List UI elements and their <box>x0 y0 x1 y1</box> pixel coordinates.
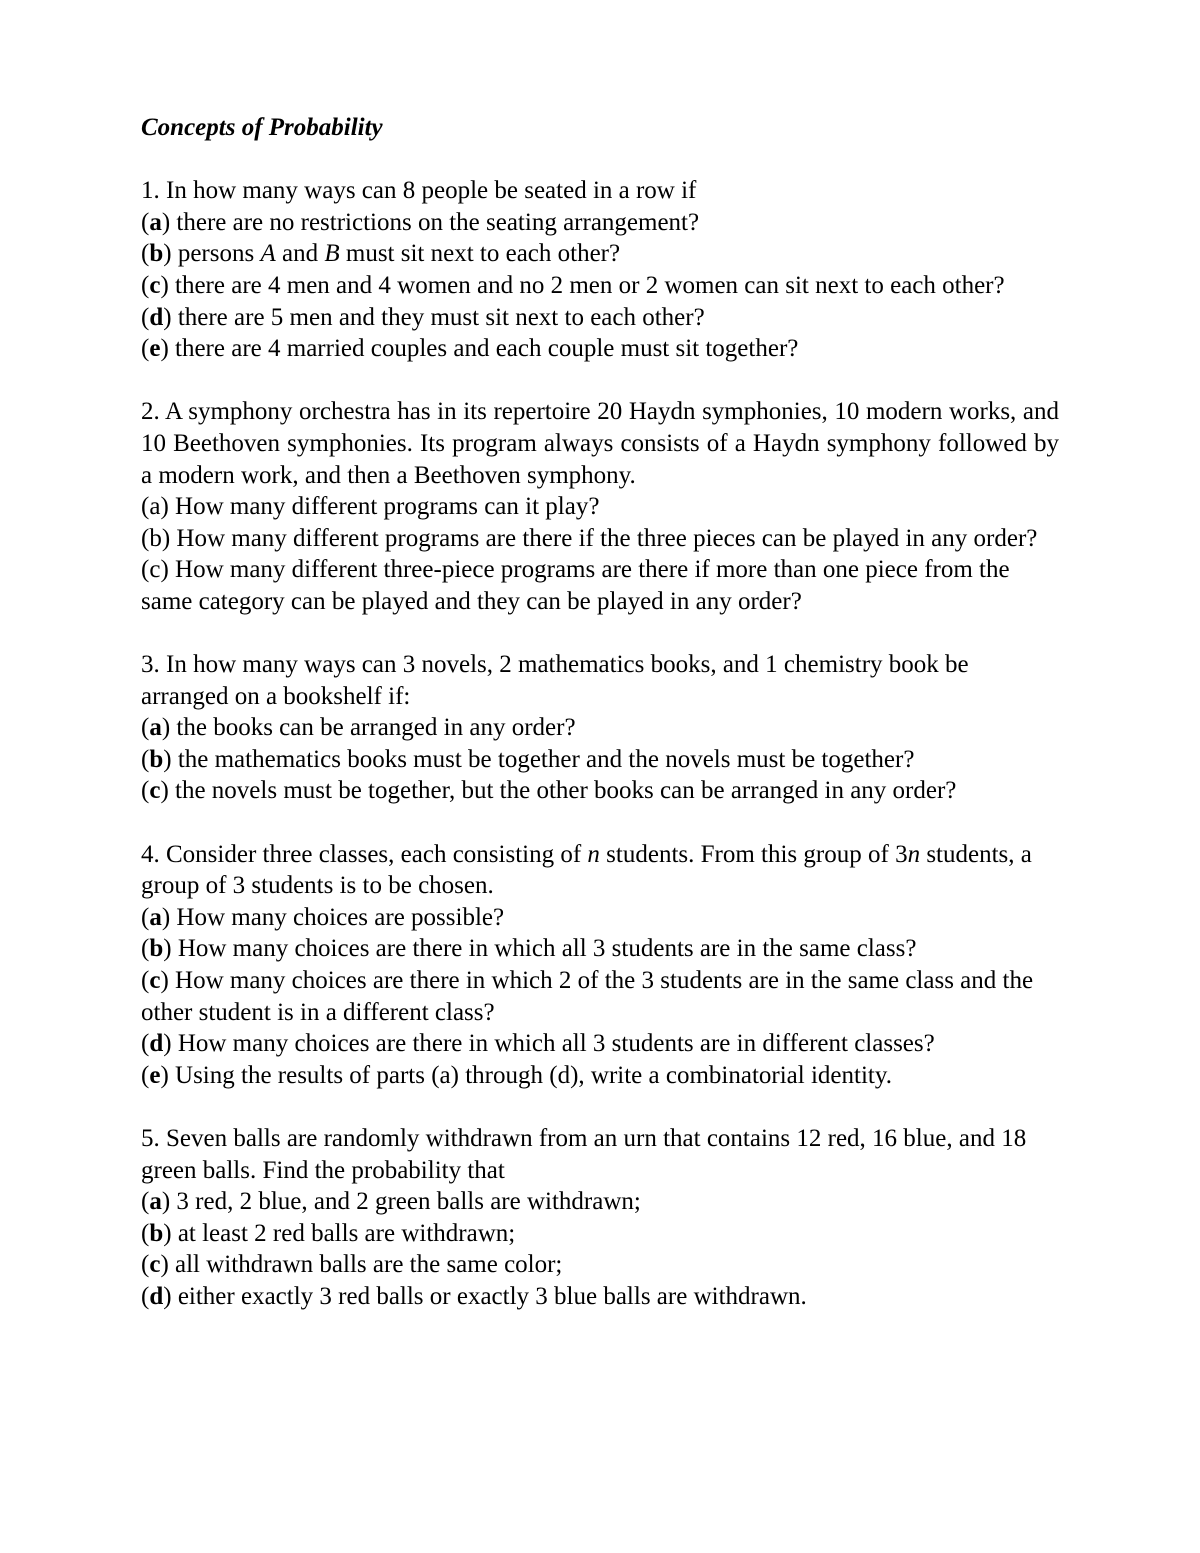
document-title: Concepts of Probability <box>141 114 383 141</box>
problem-part: (c) all withdrawn balls are the same color; <box>141 1251 563 1279</box>
part-text: there are 5 men and they must sit next to each other? <box>177 303 705 331</box>
problem-stem <box>141 1123 1059 1186</box>
part-label: b <box>149 524 162 552</box>
part-text: How many choices are there in which all 3 students are in different classes? <box>177 1030 935 1058</box>
document-page <box>141 112 1059 1344</box>
problem-part: (c) there are 4 men and 4 women and no 2 men or 2 women can sit next to each other? <box>141 271 1005 299</box>
part-label: d <box>149 303 164 331</box>
problem-4 <box>141 839 1059 1092</box>
stem-text-pre: Consider three classes, each consisting of <box>166 840 588 868</box>
stem-text: A symphony orchestra has in its repertoire 20 Haydn symphonies, 10 modern works, and 10 Beethoven symphonies. Its program always consists of a Haydn symphony followed by a modern work, and then a Beethoven symphony. <box>141 398 1059 489</box>
problem-stem <box>141 175 1059 207</box>
part-text: Using the results of parts (a) through (d), write a combinatorial identity. <box>175 1061 892 1089</box>
problem-part: (a) the books can be arranged in any order? <box>141 714 576 742</box>
problem-2 <box>141 396 1059 617</box>
problem-number: 3. <box>141 651 160 679</box>
part-label: c <box>149 967 161 995</box>
problem-part: (e) Using the results of parts (a) through (d), write a combinatorial identity. <box>141 1061 892 1089</box>
part-label: c <box>149 271 161 299</box>
part-text: at least 2 red balls are withdrawn; <box>177 1219 516 1247</box>
variable-n: n <box>907 840 921 868</box>
problem-part: (c) How many choices are there in which 2 of the 3 students are in the same class and the other student is in a different class? <box>141 967 1034 1026</box>
problem-part: (c) the novels must be together, but the other books can be arranged in any order? <box>141 777 957 805</box>
problem-part: (d) either exactly 3 red balls or exactly 3 blue balls are withdrawn. <box>141 1282 807 1310</box>
problem-stem <box>141 649 1059 712</box>
problem-3 <box>141 649 1059 807</box>
part-text: there are 4 men and 4 women and no 2 men or 2 women can sit next to each other? <box>175 271 1005 299</box>
part-text: the mathematics books must be together and the novels must be together? <box>177 745 915 773</box>
stem-text-post: students, a group of 3 students is to be chosen. <box>141 840 1032 900</box>
part-text: there are no restrictions on the seating arrangement? <box>176 208 700 236</box>
problem-part: (b) persons A and B must sit next to each other? <box>141 240 621 268</box>
problem-number: 5. <box>141 1125 160 1152</box>
problem-part: (b) How many choices are there in which all 3 students are in the same class? <box>141 935 917 963</box>
problem-part: (a) How many choices are possible? <box>141 903 505 931</box>
variable-a: A <box>260 240 276 268</box>
part-text-mid: and <box>275 240 325 268</box>
part-text: How many choices are there in which all 3 students are in the same class? <box>177 935 917 963</box>
part-label: b <box>149 240 164 268</box>
part-text: there are 4 married couples and each couple must sit together? <box>175 335 799 363</box>
problem-part: (a) there are no restrictions on the seating arrangement? <box>141 208 700 236</box>
part-label: c <box>149 777 161 805</box>
part-text: all withdrawn balls are the same color; <box>175 1251 563 1279</box>
part-text: How many choices are there in which 2 of the 3 students are in the same class and the other student is in a different class? <box>141 967 1034 1026</box>
part-label: a <box>149 493 161 521</box>
problem-part: (a) How many different programs can it play? <box>141 493 600 521</box>
problem-part: (b) at least 2 red balls are withdrawn; <box>141 1219 516 1247</box>
problem-part: (d) there are 5 men and they must sit next to each other? <box>141 303 705 331</box>
problem-number: 2. <box>141 398 160 426</box>
problem-number: 1. <box>141 177 160 205</box>
part-label: b <box>149 1219 164 1247</box>
problem-part: (d) How many choices are there in which all 3 students are in different classes? <box>141 1030 935 1058</box>
part-text: either exactly 3 red balls or exactly 3 blue balls are withdrawn. <box>177 1282 807 1310</box>
stem-text: Seven balls are randomly withdrawn from an urn that contains 12 red, 16 blue, and 18 green balls. Find the probability that <box>141 1125 1027 1184</box>
stem-text: In how many ways can 3 novels, 2 mathematics books, and 1 chemistry book be arranged on a bookshelf if: <box>141 651 969 710</box>
problem-stem <box>141 839 1059 902</box>
part-label: a <box>149 1188 162 1216</box>
part-label: e <box>149 1061 161 1089</box>
part-label: a <box>149 714 162 742</box>
part-label: b <box>149 745 164 773</box>
part-text: the novels must be together, but the other books can be arranged in any order? <box>175 777 957 805</box>
part-label: a <box>149 903 162 931</box>
problem-part: (c) How many different three-piece programs are there if more than one piece from the same category can be played and they can be played in any order? <box>141 556 1010 615</box>
problem-5 <box>141 1123 1059 1313</box>
problem-number: 4. <box>141 840 160 868</box>
part-label: d <box>149 1030 164 1058</box>
part-label: a <box>149 208 162 236</box>
stem-text-mid: students. From this group of 3 <box>599 840 908 868</box>
part-label: c <box>149 556 161 584</box>
problem-1 <box>141 175 1059 365</box>
part-text: the books can be arranged in any order? <box>176 714 576 742</box>
part-text: How many different programs are there if the three pieces can be played in any order? <box>176 524 1038 552</box>
part-label: b <box>149 935 164 963</box>
stem-text: In how many ways can 8 people be seated in a row if <box>166 177 697 205</box>
part-text: How many choices are possible? <box>176 903 505 931</box>
part-text-post: must sit next to each other? <box>339 240 621 268</box>
part-label: e <box>149 335 161 363</box>
part-text-pre: persons <box>177 240 261 268</box>
variable-n: n <box>587 840 600 868</box>
part-label: d <box>149 1282 164 1310</box>
part-text: How many different three-piece programs are there if more than one piece from the same category can be played and they can be played in any order? <box>141 556 1010 615</box>
problem-part: (b) How many different programs are there if the three pieces can be played in any order? <box>141 524 1038 552</box>
problem-part: (b) the mathematics books must be together and the novels must be together? <box>141 745 915 773</box>
part-text: 3 red, 2 blue, and 2 green balls are withdrawn; <box>176 1188 641 1216</box>
part-label: c <box>149 1251 161 1279</box>
variable-b: B <box>324 240 340 268</box>
problem-part: (a) 3 red, 2 blue, and 2 green balls are withdrawn; <box>141 1188 641 1216</box>
problem-stem <box>141 396 1059 491</box>
problem-part: (e) there are 4 married couples and each couple must sit together? <box>141 335 799 363</box>
part-text: How many different programs can it play? <box>175 493 600 521</box>
